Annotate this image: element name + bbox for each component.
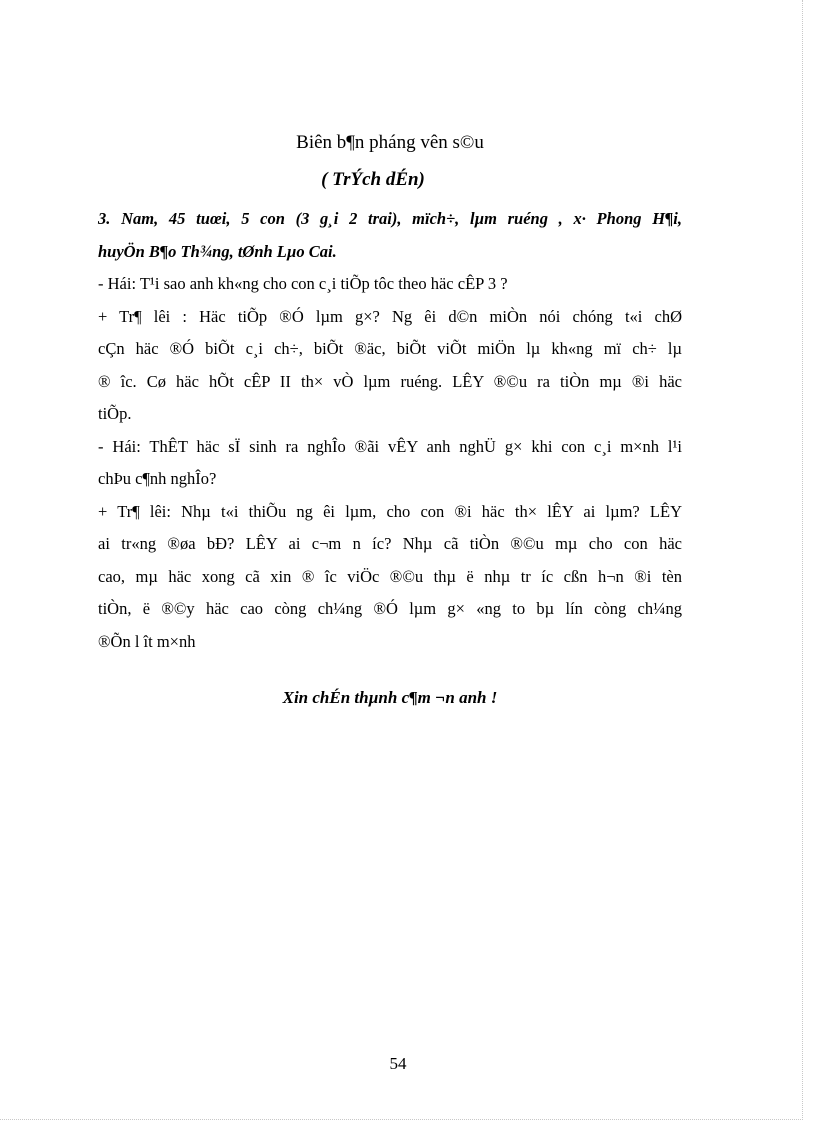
answer-line: tiÒn, ë ®©y häc cao còng ch¼ng ®Ó lµm g× «ng to bµ lín còng ch¼ng bbox=[98, 599, 682, 618]
document-subtitle: ( TrÝch dÉn) bbox=[321, 169, 425, 190]
document-title: Biên b¶n pháng vên s©u bbox=[296, 132, 484, 153]
answer-line: ai tr«ng ®øa bÐ? LÊY ai c¬m n íc? Nhµ cã tiÒn ®©u mµ cho con häc bbox=[98, 534, 682, 553]
question-line: - Hái: T¹i sao anh kh«ng cho con c¸i tiÕp tôc theo häc cÊP 3 ? bbox=[98, 274, 508, 293]
page-number: 54 bbox=[389, 1054, 407, 1073]
question-line: - Hái: ThÊT häc sÏ sinh ra nghÎo ®ãi vÊY anh nghÜ g× khi con c¸i m×nh l¹i bbox=[98, 436, 682, 456]
closing-thanks: Xin chÉn thµnh c¶m ¬n anh ! bbox=[282, 688, 498, 707]
document-body bbox=[98, 203, 682, 658]
answer-line: ® îc. Cø häc hÕt cÊP II th× vÒ lµm ruéng. LÊY ®©u ra tiÒn mµ ®i häc bbox=[98, 371, 682, 391]
question-line: chÞu c¶nh nghÎo? bbox=[98, 469, 217, 488]
answer-line: cÇn häc ®Ó biÕt c¸i ch÷, biÕt ®äc, biÕt viÕt miÖn lµ kh«ng mï ch÷ lµ bbox=[98, 339, 682, 358]
answer-line: tiÕp. bbox=[98, 404, 132, 423]
intro-line: huyÖn B¶o Th¾ng, tØnh Lµo Cai. bbox=[98, 241, 337, 261]
answer-line: ®Õn l ît m×nh bbox=[98, 631, 196, 651]
answer-line: cao, mµ häc xong cã xin ® îc viÖc ®©u thµ ë nhµ tr íc cßn h¬n ®i tèn bbox=[98, 566, 682, 586]
answer-line: + Tr¶ lêi: Nhµ t«i thiÕu ng êi lµm, cho con ®i häc th× lÊY ai lµm? LÊY bbox=[98, 501, 682, 521]
intro-line: 3. Nam, 45 tuœi, 5 con (3 g¸i 2 trai), mïch÷, lµm ruéng , x· Phong H¶i, bbox=[98, 209, 682, 228]
answer-line: + Tr¶ lêi : Häc tiÕp ®Ó lµm g×? Ng êi d©n miÒn nói chóng t«i chØ bbox=[98, 306, 682, 326]
